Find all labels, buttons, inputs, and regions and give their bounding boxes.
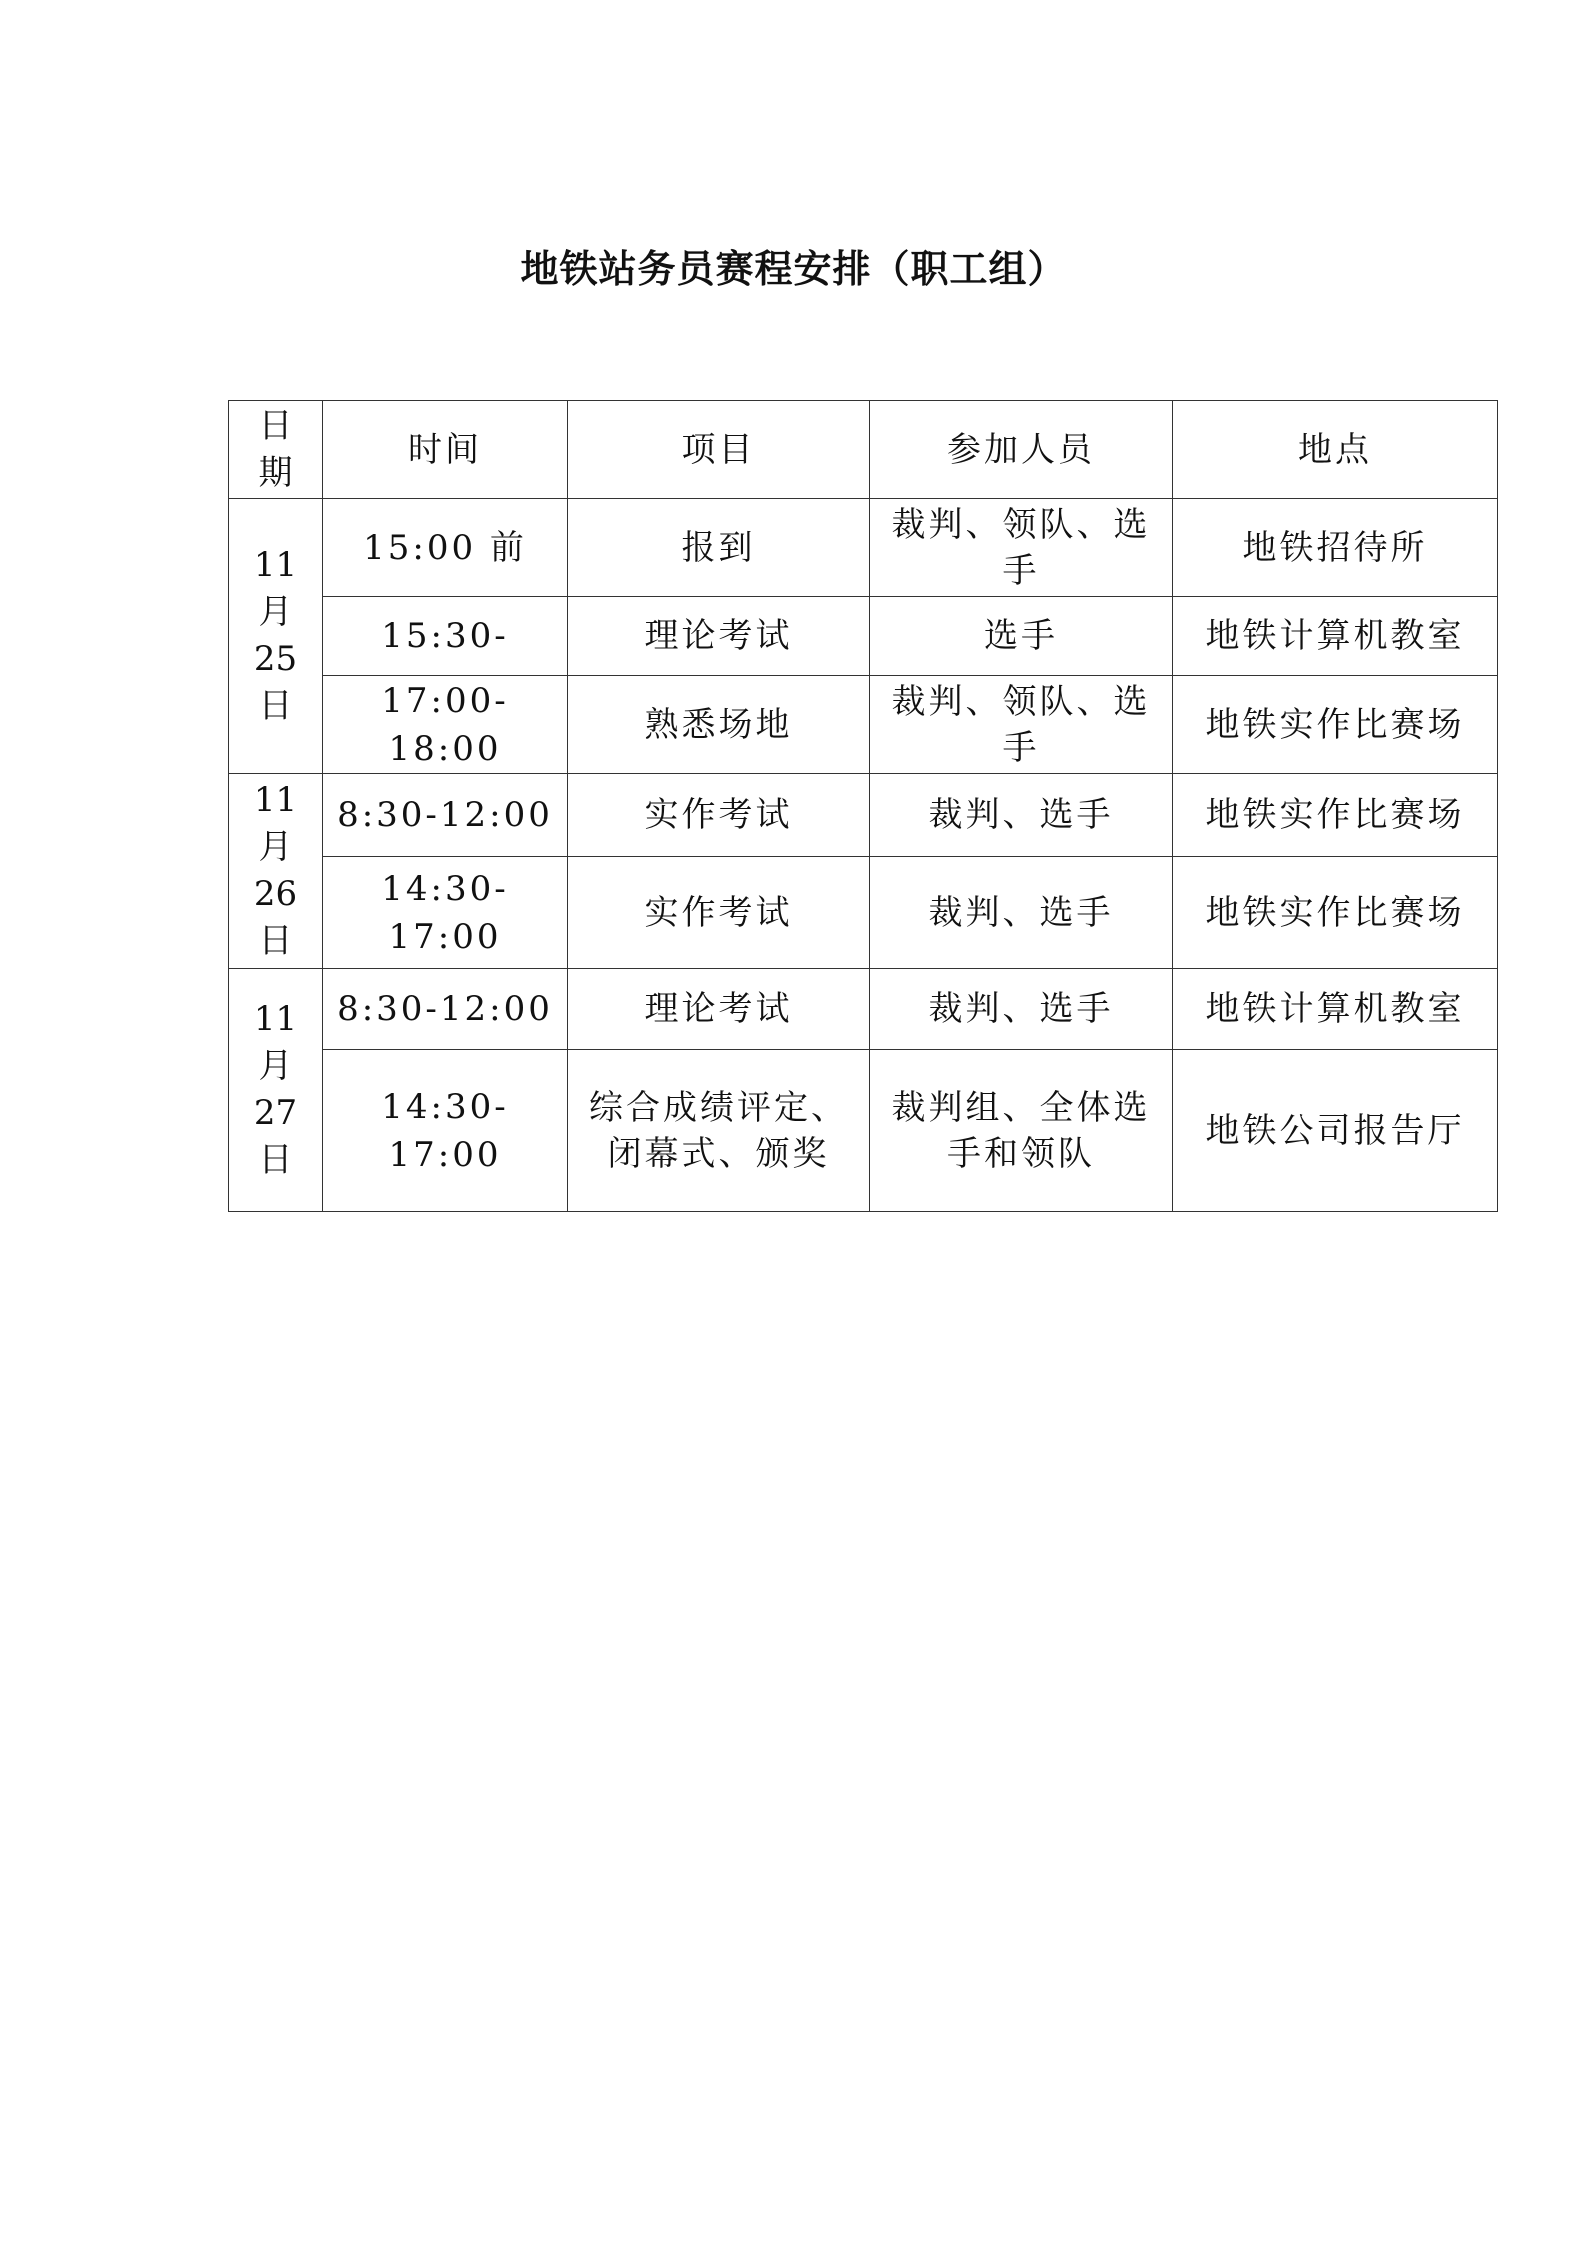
- page-title: 地铁站务员赛程安排（职工组）: [520, 247, 1067, 291]
- date-line: 11: [253, 999, 298, 1039]
- participants-text: 裁判、领队、选手: [891, 504, 1151, 591]
- participants-text: 裁判组、全体选手和领队: [891, 1087, 1151, 1174]
- date-cell-day3: [229, 969, 323, 1212]
- date-line: 11: [253, 780, 298, 820]
- date-line: 27: [253, 1093, 298, 1133]
- date-cell-day2: [229, 774, 323, 969]
- date-line: 月: [258, 827, 293, 867]
- header-item: 项目: [568, 401, 870, 499]
- date-line: 月: [258, 592, 293, 632]
- item-text: 综合成绩评定、闭幕式、颁奖: [589, 1087, 848, 1174]
- time-cell: 8:30-12:00: [323, 969, 568, 1050]
- participants-cell: 裁判、选手: [870, 857, 1173, 969]
- table-row: [229, 499, 1498, 597]
- time-cell: 8:30-12:00: [323, 774, 568, 857]
- header-date: [229, 401, 323, 499]
- header-date-line: 期: [258, 452, 293, 493]
- date-cell-day1: [229, 499, 323, 774]
- participants-text: 裁判、领队、选手: [891, 681, 1151, 768]
- table-row: [229, 857, 1498, 969]
- location-cell: 地铁实作比赛场: [1173, 676, 1498, 774]
- participants-cell: [870, 676, 1173, 774]
- table-row: [229, 597, 1498, 676]
- time-cell: 14:30-17:00: [323, 1050, 568, 1212]
- item-cell: 实作考试: [568, 857, 870, 969]
- participants-cell: [870, 499, 1173, 597]
- time-cell: 15:00 前: [323, 499, 568, 597]
- item-cell: 报到: [568, 499, 870, 597]
- item-cell: 理论考试: [568, 597, 870, 676]
- date-line: 日: [258, 921, 293, 961]
- time-cell: 14:30-17:00: [323, 857, 568, 969]
- item-cell: [568, 1050, 870, 1212]
- time-cell: 15:30-: [323, 597, 568, 676]
- date-line: 月: [258, 1046, 293, 1086]
- time-cell: 17:00-18:00: [323, 676, 568, 774]
- table-row: [229, 1050, 1498, 1212]
- participants-cell: [870, 1050, 1173, 1212]
- date-line: 25: [253, 639, 298, 679]
- date-line: 日: [258, 686, 293, 726]
- table-row: [229, 969, 1498, 1050]
- header-date-line: 日: [258, 405, 293, 446]
- header-participants: 参加人员: [870, 401, 1173, 499]
- participants-cell: 选手: [870, 597, 1173, 676]
- table-header-row: [229, 401, 1498, 499]
- location-cell: 地铁实作比赛场: [1173, 774, 1498, 857]
- item-cell: 理论考试: [568, 969, 870, 1050]
- location-cell: 地铁计算机教室: [1173, 969, 1498, 1050]
- location-cell: 地铁计算机教室: [1173, 597, 1498, 676]
- date-line: 日: [258, 1140, 293, 1180]
- participants-cell: 裁判、选手: [870, 774, 1173, 857]
- table-row: [229, 676, 1498, 774]
- date-line: 11: [253, 545, 298, 585]
- schedule-table: [228, 400, 1498, 1212]
- date-line: 26: [253, 874, 298, 914]
- location-cell: 地铁招待所: [1173, 499, 1498, 597]
- table-row: [229, 774, 1498, 857]
- item-cell: 熟悉场地: [568, 676, 870, 774]
- item-cell: 实作考试: [568, 774, 870, 857]
- location-cell: 地铁实作比赛场: [1173, 857, 1498, 969]
- location-cell: 地铁公司报告厅: [1173, 1050, 1498, 1212]
- header-time: 时间: [323, 401, 568, 499]
- participants-cell: 裁判、选手: [870, 969, 1173, 1050]
- header-location: 地点: [1173, 401, 1498, 499]
